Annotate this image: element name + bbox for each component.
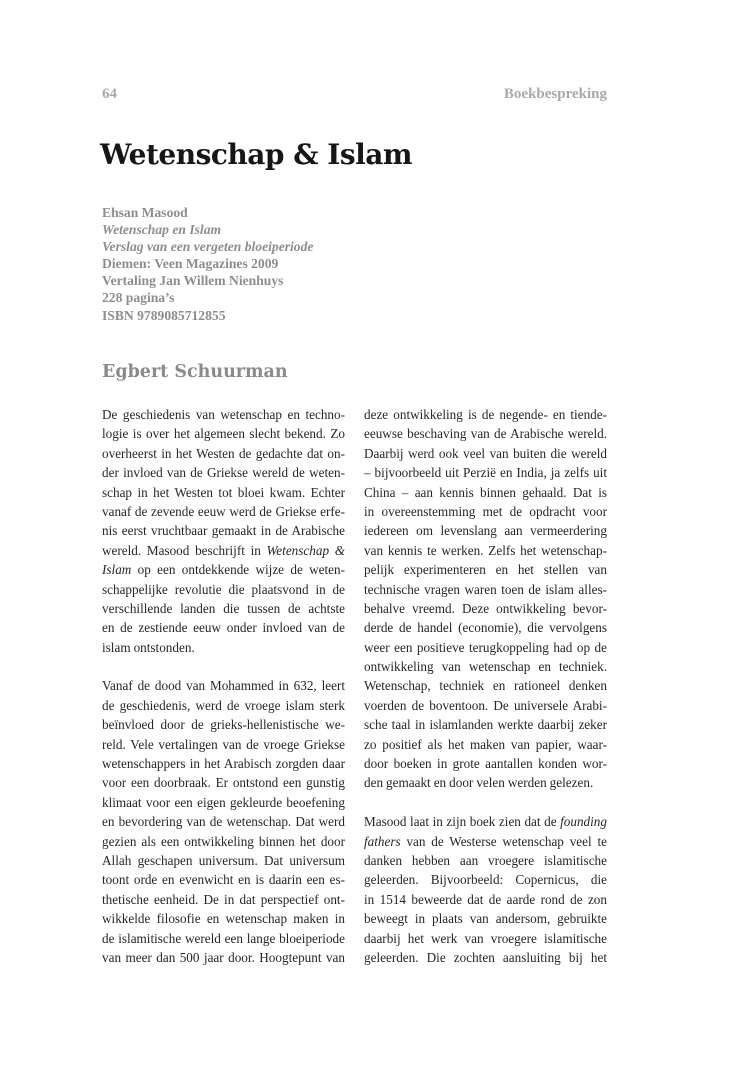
text-line: en de zestiende eeuw onder invloed van de [102,620,345,636]
text-line: De geschiedenis van wetenschap en techno- [102,407,345,422]
text-line: zo positief als het maken van papier, waar- [364,736,607,752]
book-translation: Vertaling Jan Willem Nienhuys [102,273,284,289]
text-line: geleerden. Die zochten aansluiting bij het [364,949,607,965]
text-line [364,812,607,831]
text-line: wetenschappers in het Arabisch zorgden daar [102,756,345,772]
text-line: schappelijke revolutie die plaatsvond in de [102,581,345,597]
section-title: Boekbespreking [503,86,607,102]
text-line: de geschiedenis, werd de vroege islam sterk [102,697,345,713]
book-author: Ehsan Masood [102,205,188,220]
text-line: vanaf de zevende eeuw werd de Griekse erfe- [102,503,345,519]
text-line: en bevordering van de wetenschap. Dat werd [102,814,345,830]
text-line: derde de handel (economie), die vervolgens [364,620,607,636]
text-line: thetische eenheid. De in dat perspectief ont- [102,891,345,907]
text-line: van meer dan 500 jaar door. Hoogtepunt van [102,949,345,965]
text-line: Vanaf de dood van Mohammed in 632, leert [102,678,345,694]
text-line: pelijk experimenteren en het stellen van [364,562,607,578]
text-line: islam ontstonden. [102,639,195,655]
text-line: beweegt in plaats van andersom, gebruikte [364,911,607,927]
text-line: daarbij het werk van vroegere islamitische [364,930,607,946]
left-paragraph-1 [102,405,345,657]
text-line: gezien als een ontwikkeling binnen het door [102,833,345,849]
text-line: deze ontwikkeling is de negende- en tiende- [364,407,607,422]
italic-term: founding [560,814,607,830]
text-line [102,541,345,560]
text-run: van de Westerse wetenschap veel te [400,833,607,849]
text-line: – bijvoorbeeld uit Perzië en India, ja zelfs uit [364,465,607,481]
right-paragraph-1 [364,405,607,793]
book-title: Wetenschap en Islam [102,222,222,238]
text-line: de islamitische wereld een lange bloeiperiode [102,930,345,946]
right-paragraph-2 [364,812,607,967]
text-line: wikkelde filosofie en wetenschap maken in [102,911,345,927]
text-line: Daarbij werd ook veel van buiten die wereld [364,445,607,461]
book-publisher: Diemen: Veen Magazines 2009 [102,256,279,272]
left-paragraph-2 [102,676,345,967]
text-line: reld. Vele vertalingen van de vroege Griekse [102,736,345,752]
text-line: den gemaakt en door velen werden gelezen. [364,775,594,791]
page-number: 64 [102,86,117,102]
text-line: eeuwse beschaving van de Arabische wereld. [364,426,607,442]
text-line [364,832,607,851]
text-line: behalve vreemd. Deze ontwikkeling bevor- [364,600,607,616]
text-line: overheerst in het Westen de gedachte dat on- [102,445,345,461]
left-column [102,405,345,967]
text-line: voor een doorbraak. Er ontstond een gunstig [102,775,345,791]
text-line: sche taal in islamlanden werkte daarbij zeker [364,717,607,733]
text-line: schap in het Westen tot bloei kwam. Echter [102,484,345,500]
article-title: Wetenschap & Islam [100,138,413,171]
review-author: Egbert Schuurman [102,362,288,382]
text-line: technische vragen waren toen de islam alles- [364,581,607,597]
text-line: beïnvloed door de grieks-hellenistische we- [102,717,345,733]
text-run: Masood laat in zijn boek zien dat de [364,814,561,830]
right-column [364,405,607,967]
text-line: Allah geschapen universum. Dat universum [102,852,345,868]
text-line: logie is over het algemeen slecht bekend. Zo [102,426,345,442]
text-line: iedereen om levenslang aan vermeerdering [364,523,607,539]
text-line: geleerden. Bijvoorbeeld: Copernicus, die [364,872,607,888]
text-line: in 1514 beweerde dat de aarde rond de zon [364,891,607,907]
book-subtitle: Verslag van een vergeten bloeiperiode [102,239,314,255]
text-line: nis eerst vruchtbaar gemaakt in de Arabische [102,523,345,539]
text-line: in overeenstemming met de opdracht voor [364,503,607,519]
text-line: weer een positieve terugkoppeling had op de [364,639,607,655]
text-line: klimaat voor een eigen gekleurde beoefening [102,794,345,810]
text-line: toont orde en evenwicht en is daarin een es- [102,872,345,888]
book-pages: 228 pagina’s [102,290,175,306]
text-line: van kennis te werken. Zelfs het wetenschap- [364,542,607,558]
book-details [102,204,313,324]
text-line: China – aan kennis binnen gehaald. Dat is [364,484,607,500]
text-line: danken hebben aan vroegere islamitische [364,852,607,868]
book-title-italic: Wetenschap & [266,542,345,558]
text-line: door boeken in grote aantallen konden wor- [364,756,607,772]
book-title-italic: Islam [102,562,132,578]
text-line: voerden de boventoon. De universele Arabi- [364,697,607,713]
text-line [102,560,345,579]
text-line: Wetenschap, techniek en rationeel denken [364,678,607,694]
text-line: verschillende landen die tussen de achtste [102,600,345,616]
text-run: wereld. Masood beschrijft in [102,542,267,558]
text-line: ontwikkeling van wetenschap en techniek. [364,659,607,675]
italic-term: fathers [364,833,401,849]
text-run: op een ontdekkende wijze de weten- [131,562,345,578]
text-line: der invloed van de Griekse wereld de weten- [102,465,345,481]
book-isbn: ISBN 9789085712855 [102,307,226,323]
